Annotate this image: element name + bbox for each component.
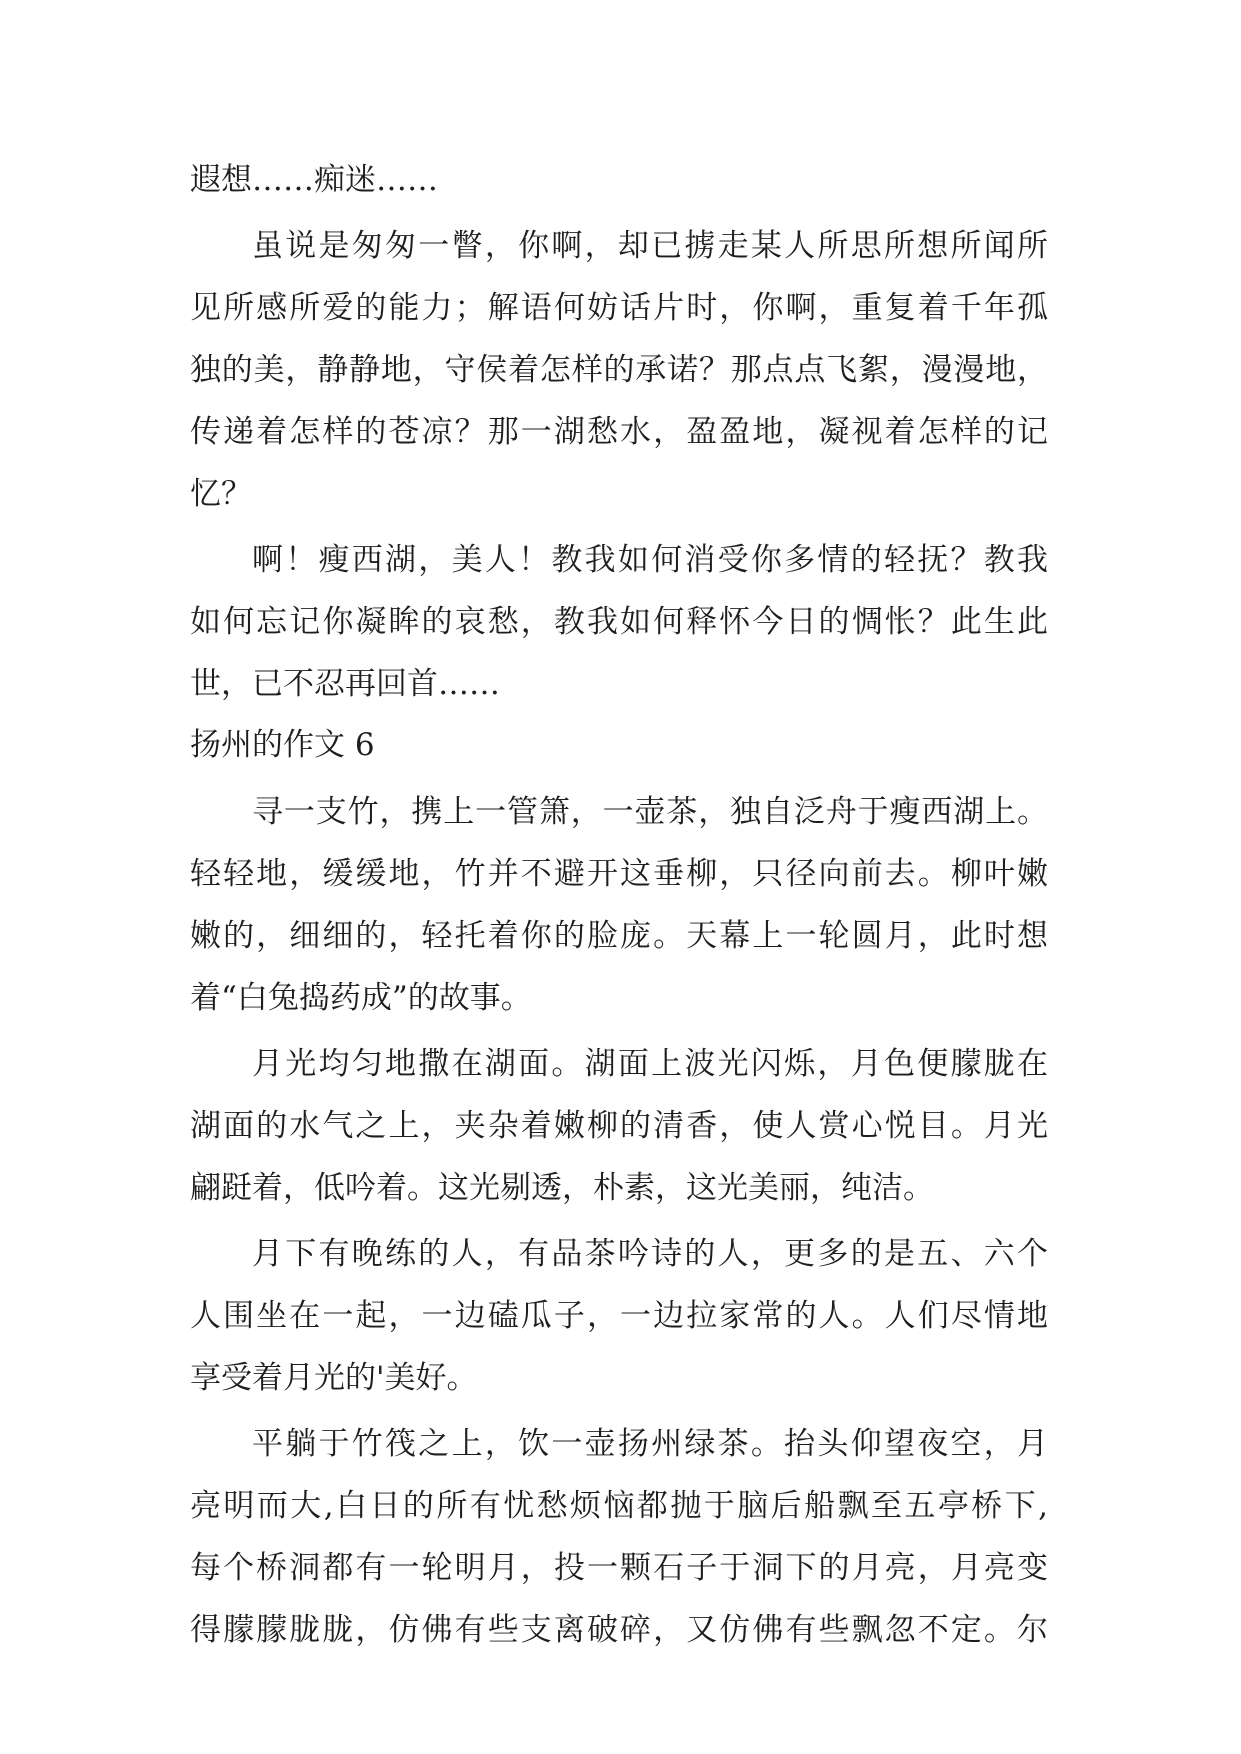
text-line: 传递着怎样的苍凉？那一湖愁水，盈盈地，凝视着怎样的记 [190,414,1048,450]
paragraph-first-line: 月下有晚练的人，有品茶吟诗的人，更多的是五、六个 [252,1236,1048,1272]
text-line: 见所感所爱的能力；解语何妨话片时，你啊，重复着千年孤 [190,290,1048,326]
text-line: 湖面的水气之上，夹杂着嫩柳的清香，使人赏心悦目。月光 [190,1108,1048,1144]
paragraph-first-line: 虽说是匆匆一瞥，你啊，却已掳走某人所思所想所闻所 [252,228,1048,264]
text-line: 独的美，静静地，守侯着怎样的承诺？那点点飞絮，漫漫地， [190,352,1048,388]
paragraph-first-line: 寻一支竹，携上一管箫，一壶茶，独自泛舟于瘦西湖上。 [252,794,1048,830]
text-line: 嫩的，细细的，轻托着你的脸庞。天幕上一轮圆月，此时想 [190,918,1048,954]
text-line: 世，已不忍再回首…… [190,666,500,702]
paragraph-first-line: 月光均匀地撒在湖面。湖面上波光闪烁，月色便朦胧在 [252,1046,1048,1082]
text-line: 享受着月光的'美好。 [190,1360,478,1396]
paragraph-first-line: 啊！瘦西湖，美人！教我如何消受你多情的轻抚？教我 [252,542,1048,578]
text-line: 人围坐在一起，一边磕瓜子，一边拉家常的人。人们尽情地 [190,1298,1048,1334]
text-line: 翩跹着，低吟着。这光剔透，朴素，这光美丽，纯洁。 [190,1170,934,1206]
text-line: 每个桥洞都有一轮明月，投一颗石子于洞下的月亮，月亮变 [190,1550,1048,1586]
text-line: 着“白兔捣药成”的故事。 [190,980,532,1016]
text-line: 忆？ [190,476,252,512]
text-line: 轻轻地，缓缓地，竹并不避开这垂柳，只径向前去。柳叶嫩 [190,856,1048,892]
text-line: 亮明而大,白日的所有忧愁烦恼都抛于脑后船飘至五亭桥下, [190,1488,1048,1524]
section-heading: 扬州的作文 6 [190,727,375,763]
text-line: 如何忘记你凝眸的哀愁，教我如何释怀今日的惆怅？此生此 [190,604,1048,640]
text-line: 得朦朦胧胧，仿佛有些支离破碎，又仿佛有些飘忽不定。尔 [190,1612,1048,1648]
paragraph-first-line: 平躺于竹筏之上，饮一壶扬州绿茶。抬头仰望夜空，月 [252,1426,1048,1462]
text-line: 遐想……痴迷…… [190,162,438,198]
